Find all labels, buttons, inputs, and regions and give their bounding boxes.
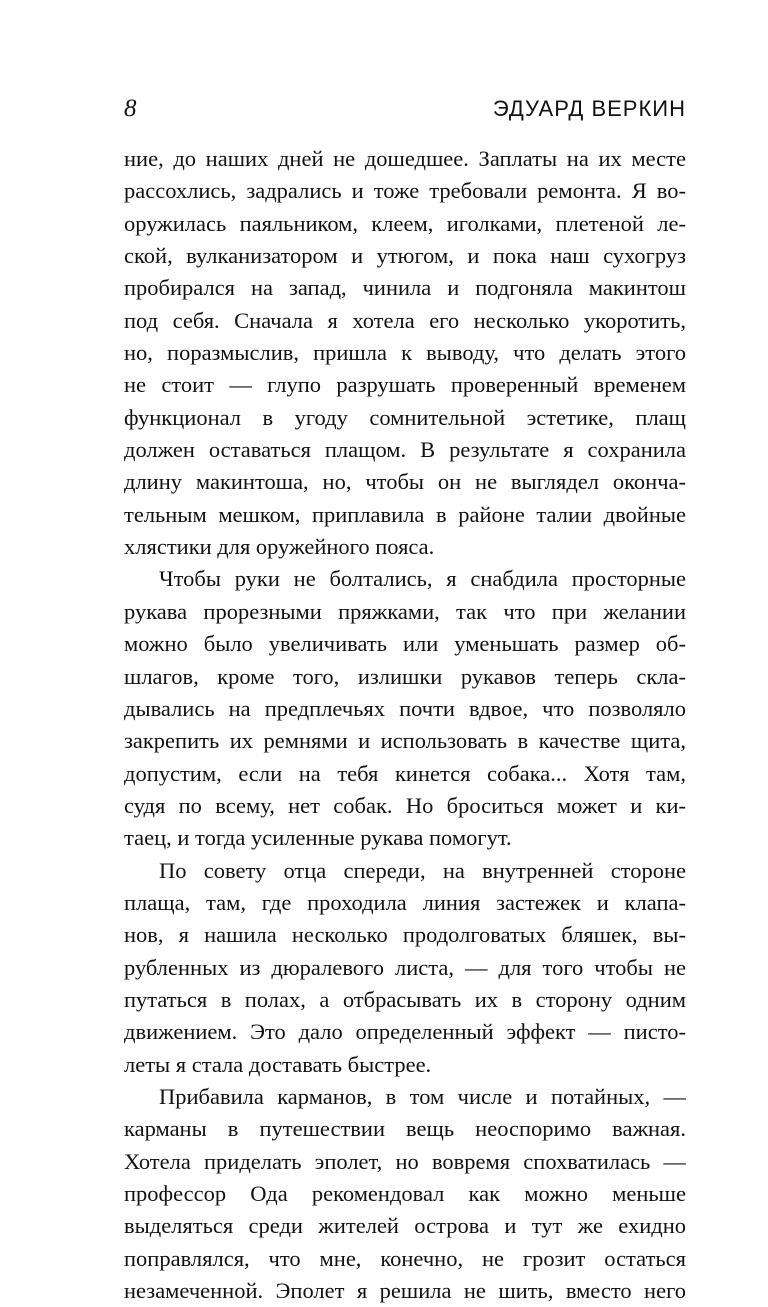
text-line: рукава прорезными пряжками, так что при желании <box>124 598 686 624</box>
text-line: закрепить их ремнями и использовать в качестве щита, <box>124 728 686 754</box>
text-line: допустим, если на тебя кинется собака... Хотя там, <box>124 760 686 786</box>
text-line: Прибавила карманов, в том числе и потайных, — <box>159 1083 686 1109</box>
text-line: путаться в полах, а отбрасывать их в сторону одним <box>124 986 686 1012</box>
text-line: можно было увеличивать или уменьшать размер об- <box>124 631 686 657</box>
text-line: По совету отца спереди, на внутренней стороне <box>159 857 686 883</box>
text-line: Хотела приделать эполет, но вовремя спохватилась — <box>124 1148 686 1174</box>
text-line: оружилась паяльником, клеем, иголками, плетеной ле- <box>124 210 686 236</box>
text-line: незамеченной. Эполет я решила не шить, вместо него <box>124 1278 686 1304</box>
text-line: но, поразмыслив, пришла к выводу, что делать этого <box>124 340 686 366</box>
text-line: поправлялся, что мне, конечно, не грозит остаться <box>124 1245 686 1271</box>
text-line: рубленных из дюралевого листа, — для того чтобы не <box>124 954 686 980</box>
text-line: под себя. Сначала я хотела его несколько укоротить, <box>124 307 686 333</box>
text-line: леты я стала доставать быстрее. <box>124 1051 432 1077</box>
text-line: должен оставаться плащом. В результате я сохранила <box>124 437 686 463</box>
paragraph <box>124 143 686 563</box>
text-line: Чтобы руки не болтались, я снабдила просторные <box>159 566 686 592</box>
text-line: рассохлись, задрались и тоже требовали ремонта. Я во- <box>124 178 686 204</box>
running-head <box>124 92 686 126</box>
text-line: судя по всему, нет собак. Но броситься может и ки- <box>124 792 686 818</box>
page-number: 8 <box>124 95 137 122</box>
text-line: функционал в угоду сомнительной эстетике, плащ <box>124 404 686 430</box>
text-line: карманы в путешествии вещь неоспоримо важная. <box>124 1116 686 1142</box>
text-line: профессор Ода рекомендовал как можно меньше <box>124 1181 686 1206</box>
text-line: хлястики для оружейного пояса. <box>124 534 435 560</box>
paragraph <box>124 1081 686 1307</box>
text-line: шлагов, кроме того, излишки рукавов теперь скла- <box>124 663 686 689</box>
text-line: плаща, там, где проходила линия застежек и клапа- <box>124 889 686 915</box>
text-line: ской, вулканизатором и утюгом, и пока наш сухогруз <box>124 243 686 269</box>
text-line: нов, я нашила несколько продолговатых бляшек, вы- <box>124 922 686 948</box>
text-line: дывались на предплечьях почти вдвое, что позволяло <box>124 695 686 721</box>
text-line: не стоит — глупо разрушать проверенный временем <box>124 372 686 398</box>
author-name: ЭДУАРД ВЕРКИН <box>492 96 686 121</box>
paragraph <box>124 563 686 854</box>
text-line: движением. Это дало определенный эффект — писто- <box>124 1019 686 1045</box>
text-line: пробирался на запад, чинила и подгоняла макинтош <box>124 275 686 301</box>
text-line: ние, до наших дней не дошедшее. Заплаты на их месте <box>124 146 686 171</box>
body-text <box>124 143 686 1307</box>
text-line: тельным мешком, приплавила в районе талии двойные <box>124 501 686 527</box>
text-line: таец, и тогда усиленные рукава помогут. <box>124 825 512 851</box>
paragraph <box>124 855 686 1081</box>
text-line: выделяться среди жителей острова и тут же ехидно <box>124 1213 686 1239</box>
text-line: длину макинтоша, но, чтобы он не выглядел оконча- <box>124 469 686 495</box>
